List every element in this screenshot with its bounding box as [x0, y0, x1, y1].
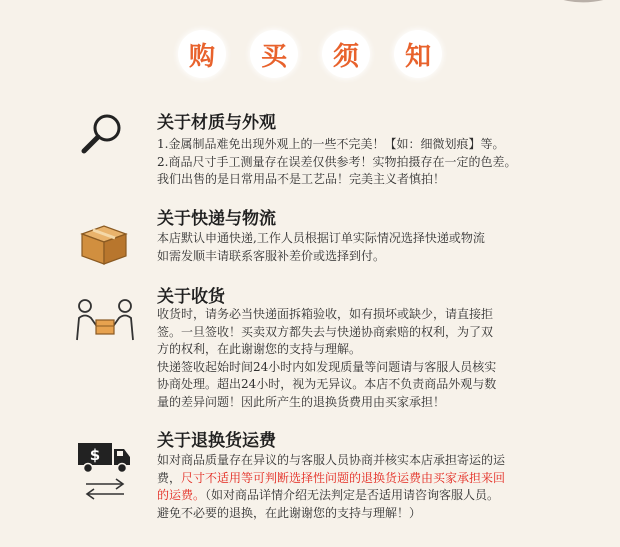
section-heading: 关于快递与物流 — [157, 209, 276, 229]
text-line: 如需发顺丰请联系客服补差价或选择到付。 — [157, 248, 386, 263]
text-line: 方的权利，在此谢谢您的支持与理解。 — [157, 342, 362, 356]
text-line: 协商处理。超出24小时，视为无异议。本店不负责商品外观与数 — [157, 377, 497, 391]
section-heading: 关于收货 — [157, 287, 225, 307]
handover-people-icon — [74, 296, 136, 352]
title-char: 购 — [178, 30, 226, 78]
magnifier-icon — [76, 110, 126, 160]
text-plain: 费， — [157, 470, 182, 485]
title-char: 知 — [394, 30, 442, 78]
svg-text:$: $ — [89, 446, 101, 464]
title-char: 须 — [322, 30, 370, 78]
text-line: 如对商品质量存在异议的与客服人员协商并核实本店承担寄运的运 — [157, 453, 506, 467]
exchange-arrows-icon — [82, 478, 128, 500]
text-plain: （如对商品详情介绍无法判定是否适用请咨询客服人员。 — [205, 488, 500, 502]
package-box-icon — [78, 222, 130, 266]
text-line: 避免不必要的退换，在此谢谢您的支持与理解！） — [157, 505, 422, 520]
section-body — [157, 306, 562, 411]
title-char: 买 — [250, 30, 298, 78]
text-line — [157, 470, 562, 488]
section-body — [157, 230, 562, 265]
section-body — [157, 136, 562, 189]
text-line: 1.金属制品难免出现外观上的一些不完美！【如：细微划痕】等。 — [157, 137, 505, 151]
text-line: 快递签收起始时间24小时内如发现质量等问题请与客服人员核实 — [157, 359, 497, 374]
text-line: 签。一旦签收！买卖双方都失去与快递协商索赔的权利，为了双 — [157, 324, 494, 339]
delivery-truck-icon — [76, 440, 132, 474]
text-line — [157, 487, 562, 505]
text-highlight: 尺寸不适用等可判断选择性问题的退换货运费由买家承担来回 — [181, 470, 506, 485]
section-heading: 关于退换货运费 — [157, 431, 276, 451]
text-highlight: 的运费。 — [157, 488, 206, 502]
text-line: 本店默认申通快递,工作人员根据订单实际情况选择快递或物流 — [157, 231, 485, 245]
page-title — [0, 30, 620, 78]
section-body — [157, 452, 562, 522]
text-line: 量的差异问题！因此所产生的退换货费用由买家承担！ — [157, 394, 446, 409]
text-line: 2.商品尺寸手工测量存在误差仅供参考！实物拍摄存在一定的色差。 — [157, 154, 517, 169]
text-line: 收货时，请务必当快递面拆箱验收，如有损坏或缺少，请直接拒 — [157, 307, 494, 321]
text-line: 我们出售的是日常用品不是工艺品！完美主义者慎拍！ — [157, 172, 446, 186]
section-heading: 关于材质与外观 — [157, 113, 276, 133]
